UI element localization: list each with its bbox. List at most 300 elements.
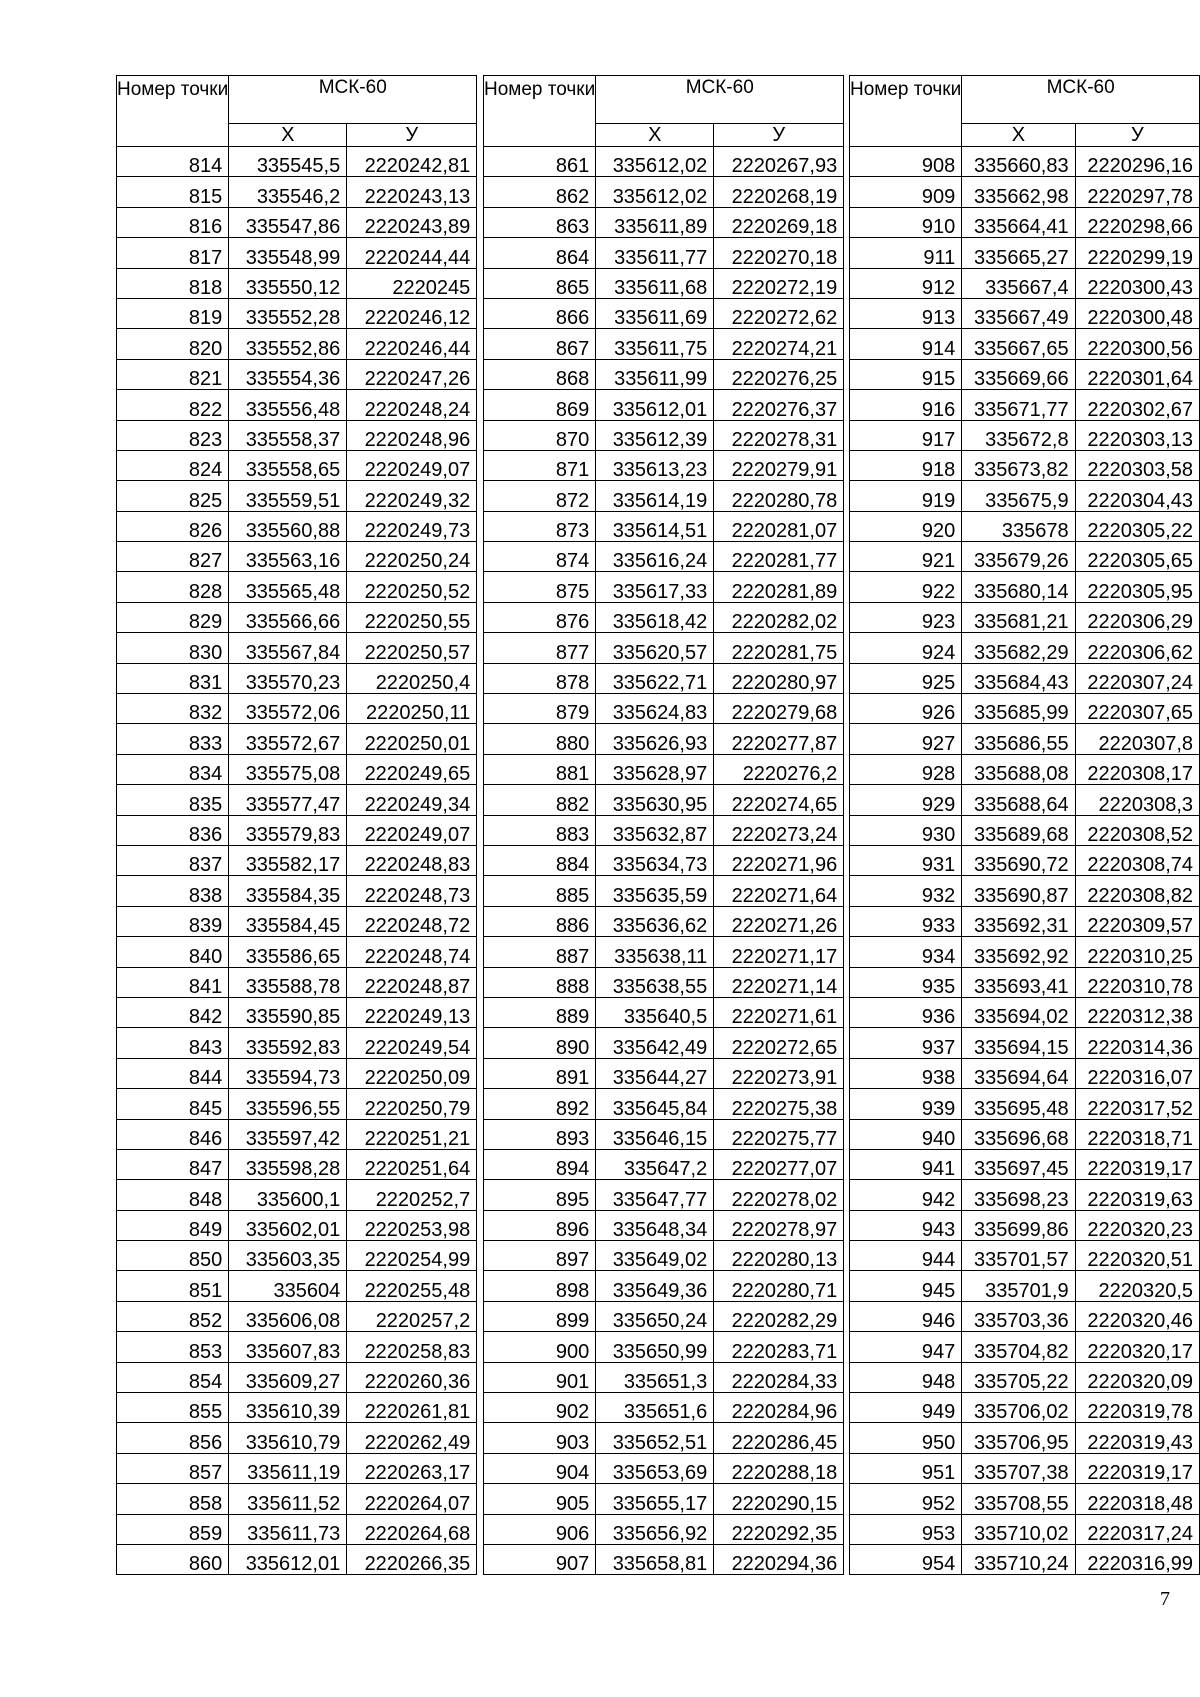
point-number-cell: 905 xyxy=(484,1484,596,1514)
table-row xyxy=(117,1423,477,1453)
x-coordinate-cell: 335594,73 xyxy=(229,1058,347,1088)
x-coordinate-cell: 335658,81 xyxy=(596,1544,714,1574)
y-coordinate-cell: 2220264,07 xyxy=(347,1484,477,1514)
y-coordinate-cell: 2220278,02 xyxy=(714,1180,844,1210)
y-column-header: У xyxy=(714,124,844,147)
y-coordinate-cell: 2220249,32 xyxy=(347,481,477,511)
point-number-cell: 938 xyxy=(850,1058,962,1088)
table-row xyxy=(850,298,1200,328)
coordinate-system-header: МСК-60 xyxy=(229,76,477,124)
y-coordinate-cell: 2220283,71 xyxy=(714,1332,844,1362)
point-number-cell: 820 xyxy=(117,329,229,359)
point-number-cell: 821 xyxy=(117,359,229,389)
point-number-cell: 859 xyxy=(117,1514,229,1544)
y-coordinate-cell: 2220249,07 xyxy=(347,815,477,845)
table-row xyxy=(117,450,477,480)
point-number-cell: 945 xyxy=(850,1271,962,1301)
point-number-cell: 822 xyxy=(117,390,229,420)
table-row xyxy=(484,1180,844,1210)
table-row xyxy=(484,1423,844,1453)
y-coordinate-cell: 2220263,17 xyxy=(347,1453,477,1483)
x-coordinate-cell: 335612,01 xyxy=(229,1544,347,1574)
y-coordinate-cell: 2220272,62 xyxy=(714,298,844,328)
table-row xyxy=(117,268,477,298)
table-row xyxy=(850,359,1200,389)
y-coordinate-cell: 2220299,19 xyxy=(1075,238,1199,268)
x-coordinate-cell: 335651,6 xyxy=(596,1393,714,1423)
table-row xyxy=(117,207,477,237)
table-row xyxy=(850,633,1200,663)
y-coordinate-cell: 2220288,18 xyxy=(714,1453,844,1483)
y-coordinate-cell: 2220243,13 xyxy=(347,177,477,207)
x-coordinate-cell: 335611,68 xyxy=(596,268,714,298)
x-coordinate-cell: 335644,27 xyxy=(596,1058,714,1088)
table-row xyxy=(484,1362,844,1392)
y-coordinate-cell: 2220314,36 xyxy=(1075,1028,1199,1058)
point-number-cell: 883 xyxy=(484,815,596,845)
y-coordinate-cell: 2220273,24 xyxy=(714,815,844,845)
point-number-cell: 819 xyxy=(117,298,229,328)
point-number-cell: 875 xyxy=(484,572,596,602)
table-row xyxy=(117,238,477,268)
x-coordinate-cell: 335611,52 xyxy=(229,1484,347,1514)
point-number-cell: 831 xyxy=(117,663,229,693)
point-number-cell: 920 xyxy=(850,511,962,541)
table-row xyxy=(117,906,477,936)
table-row xyxy=(850,1332,1200,1362)
table-row xyxy=(484,481,844,511)
y-coordinate-cell: 2220251,21 xyxy=(347,1119,477,1149)
y-coordinate-cell: 2220271,64 xyxy=(714,876,844,906)
table-row xyxy=(117,1210,477,1240)
point-number-cell: 863 xyxy=(484,207,596,237)
point-number-cell: 854 xyxy=(117,1362,229,1392)
point-number-cell: 953 xyxy=(850,1514,962,1544)
x-coordinate-cell: 335667,65 xyxy=(962,329,1075,359)
point-number-cell: 874 xyxy=(484,542,596,572)
point-number-cell: 835 xyxy=(117,785,229,815)
table-row xyxy=(850,1241,1200,1271)
table-row xyxy=(484,1028,844,1058)
x-coordinate-cell: 335572,67 xyxy=(229,724,347,754)
y-coordinate-cell: 2220305,65 xyxy=(1075,542,1199,572)
table-row xyxy=(484,876,844,906)
x-coordinate-cell: 335592,83 xyxy=(229,1028,347,1058)
point-number-cell: 914 xyxy=(850,329,962,359)
y-coordinate-cell: 2220244,44 xyxy=(347,238,477,268)
table-row xyxy=(117,1271,477,1301)
point-number-cell: 900 xyxy=(484,1332,596,1362)
table-row xyxy=(850,937,1200,967)
point-number-cell: 937 xyxy=(850,1028,962,1058)
table-row xyxy=(850,238,1200,268)
y-coordinate-cell: 2220249,34 xyxy=(347,785,477,815)
y-coordinate-cell: 2220275,38 xyxy=(714,1089,844,1119)
point-number-cell: 840 xyxy=(117,937,229,967)
point-number-cell: 876 xyxy=(484,602,596,632)
x-coordinate-cell: 335607,83 xyxy=(229,1332,347,1362)
x-coordinate-cell: 335664,41 xyxy=(962,207,1075,237)
table-row xyxy=(117,1453,477,1483)
point-number-cell: 880 xyxy=(484,724,596,754)
y-coordinate-cell: 2220277,07 xyxy=(714,1149,844,1179)
x-coordinate-cell: 335603,35 xyxy=(229,1241,347,1271)
x-coordinate-cell: 335653,69 xyxy=(596,1453,714,1483)
x-coordinate-cell: 335613,23 xyxy=(596,450,714,480)
y-coordinate-cell: 2220250,4 xyxy=(347,663,477,693)
table-row xyxy=(850,542,1200,572)
x-coordinate-cell: 335614,51 xyxy=(596,511,714,541)
point-number-cell: 902 xyxy=(484,1393,596,1423)
point-number-cell: 896 xyxy=(484,1210,596,1240)
table-row xyxy=(850,268,1200,298)
table-row xyxy=(484,602,844,632)
x-coordinate-cell: 335552,28 xyxy=(229,298,347,328)
table-row xyxy=(850,1393,1200,1423)
x-coordinate-cell: 335688,64 xyxy=(962,785,1075,815)
table-row xyxy=(117,815,477,845)
x-coordinate-cell: 335706,02 xyxy=(962,1393,1075,1423)
point-number-cell: 901 xyxy=(484,1362,596,1392)
point-number-cell: 846 xyxy=(117,1119,229,1149)
point-number-cell: 848 xyxy=(117,1180,229,1210)
y-coordinate-cell: 2220296,16 xyxy=(1075,147,1199,177)
point-number-cell: 927 xyxy=(850,724,962,754)
x-coordinate-cell: 335597,42 xyxy=(229,1119,347,1149)
table-row xyxy=(850,572,1200,602)
table-row xyxy=(117,663,477,693)
x-coordinate-cell: 335609,27 xyxy=(229,1362,347,1392)
point-number-cell: 951 xyxy=(850,1453,962,1483)
y-coordinate-cell: 2220248,72 xyxy=(347,906,477,936)
x-coordinate-cell: 335669,66 xyxy=(962,359,1075,389)
table-row xyxy=(850,1210,1200,1240)
point-number-cell: 890 xyxy=(484,1028,596,1058)
y-coordinate-cell: 2220307,8 xyxy=(1075,724,1199,754)
x-coordinate-cell: 335570,23 xyxy=(229,663,347,693)
table-row xyxy=(484,663,844,693)
table-row xyxy=(484,1119,844,1149)
x-coordinate-cell: 335645,84 xyxy=(596,1089,714,1119)
x-coordinate-cell: 335705,22 xyxy=(962,1362,1075,1392)
x-coordinate-cell: 335579,83 xyxy=(229,815,347,845)
y-coordinate-cell: 2220275,77 xyxy=(714,1119,844,1149)
x-coordinate-cell: 335675,9 xyxy=(962,481,1075,511)
x-coordinate-cell: 335642,49 xyxy=(596,1028,714,1058)
point-number-cell: 939 xyxy=(850,1089,962,1119)
point-number-cell: 862 xyxy=(484,177,596,207)
y-coordinate-cell: 2220319,43 xyxy=(1075,1423,1199,1453)
table-row xyxy=(850,1149,1200,1179)
point-number-header: Номер точки xyxy=(850,76,962,147)
point-number-cell: 948 xyxy=(850,1362,962,1392)
point-number-cell: 907 xyxy=(484,1544,596,1574)
point-number-cell: 922 xyxy=(850,572,962,602)
x-column-header: X xyxy=(962,124,1075,147)
x-coordinate-cell: 335565,48 xyxy=(229,572,347,602)
point-number-cell: 921 xyxy=(850,542,962,572)
table-row xyxy=(484,1514,844,1544)
x-coordinate-cell: 335684,43 xyxy=(962,663,1075,693)
y-coordinate-cell: 2220320,51 xyxy=(1075,1241,1199,1271)
y-coordinate-cell: 2220272,65 xyxy=(714,1028,844,1058)
table-row xyxy=(117,1393,477,1423)
point-number-cell: 885 xyxy=(484,876,596,906)
point-number-cell: 823 xyxy=(117,420,229,450)
y-coordinate-cell: 2220258,83 xyxy=(347,1332,477,1362)
y-coordinate-cell: 2220280,97 xyxy=(714,663,844,693)
point-number-cell: 814 xyxy=(117,147,229,177)
x-coordinate-cell: 335600,1 xyxy=(229,1180,347,1210)
point-number-cell: 936 xyxy=(850,997,962,1027)
y-coordinate-cell: 2220247,26 xyxy=(347,359,477,389)
table-row xyxy=(850,754,1200,784)
x-coordinate-cell: 335651,3 xyxy=(596,1362,714,1392)
point-number-cell: 925 xyxy=(850,663,962,693)
y-coordinate-cell: 2220308,3 xyxy=(1075,785,1199,815)
y-coordinate-cell: 2220300,43 xyxy=(1075,268,1199,298)
y-coordinate-cell: 2220248,74 xyxy=(347,937,477,967)
table-row xyxy=(117,1089,477,1119)
point-number-cell: 950 xyxy=(850,1423,962,1453)
point-number-cell: 923 xyxy=(850,602,962,632)
x-coordinate-cell: 335693,41 xyxy=(962,967,1075,997)
point-number-cell: 872 xyxy=(484,481,596,511)
point-number-header: Номер точки xyxy=(117,76,229,147)
table-row xyxy=(850,815,1200,845)
y-column-header: У xyxy=(347,124,477,147)
y-coordinate-cell: 2220251,64 xyxy=(347,1149,477,1179)
x-coordinate-cell: 335606,08 xyxy=(229,1301,347,1331)
table-row xyxy=(484,1271,844,1301)
x-coordinate-cell: 335582,17 xyxy=(229,845,347,875)
y-coordinate-cell: 2220318,48 xyxy=(1075,1484,1199,1514)
point-number-cell: 932 xyxy=(850,876,962,906)
point-number-cell: 853 xyxy=(117,1332,229,1362)
x-coordinate-cell: 335682,29 xyxy=(962,633,1075,663)
table-row xyxy=(850,997,1200,1027)
point-number-cell: 870 xyxy=(484,420,596,450)
y-coordinate-cell: 2220284,96 xyxy=(714,1393,844,1423)
point-number-cell: 941 xyxy=(850,1149,962,1179)
x-coordinate-cell: 335638,11 xyxy=(596,937,714,967)
table-row xyxy=(484,572,844,602)
x-coordinate-cell: 335611,77 xyxy=(596,238,714,268)
x-coordinate-cell: 335624,83 xyxy=(596,694,714,724)
point-number-cell: 816 xyxy=(117,207,229,237)
table-row xyxy=(484,147,844,177)
y-coordinate-cell: 2220290,15 xyxy=(714,1484,844,1514)
table-row xyxy=(117,694,477,724)
x-coordinate-cell: 335546,2 xyxy=(229,177,347,207)
table-row xyxy=(484,511,844,541)
table-row xyxy=(484,1210,844,1240)
y-column-header: У xyxy=(1075,124,1199,147)
y-coordinate-cell: 2220268,19 xyxy=(714,177,844,207)
x-coordinate-cell: 335667,4 xyxy=(962,268,1075,298)
y-coordinate-cell: 2220317,24 xyxy=(1075,1514,1199,1544)
y-coordinate-cell: 2220276,37 xyxy=(714,390,844,420)
x-coordinate-cell: 335577,47 xyxy=(229,785,347,815)
table-row xyxy=(484,1241,844,1271)
table-row xyxy=(117,845,477,875)
y-coordinate-cell: 2220260,36 xyxy=(347,1362,477,1392)
point-number-cell: 906 xyxy=(484,1514,596,1544)
point-number-cell: 830 xyxy=(117,633,229,663)
table-row xyxy=(850,1058,1200,1088)
y-coordinate-cell: 2220281,77 xyxy=(714,542,844,572)
y-coordinate-cell: 2220281,89 xyxy=(714,572,844,602)
table-row xyxy=(117,1180,477,1210)
table-row xyxy=(117,1028,477,1058)
y-coordinate-cell: 2220267,93 xyxy=(714,147,844,177)
point-number-cell: 931 xyxy=(850,845,962,875)
y-coordinate-cell: 2220306,62 xyxy=(1075,633,1199,663)
x-coordinate-cell: 335688,08 xyxy=(962,754,1075,784)
y-coordinate-cell: 2220248,83 xyxy=(347,845,477,875)
y-coordinate-cell: 2220300,48 xyxy=(1075,298,1199,328)
point-number-cell: 833 xyxy=(117,724,229,754)
table-row xyxy=(117,572,477,602)
point-number-cell: 866 xyxy=(484,298,596,328)
point-number-cell: 954 xyxy=(850,1544,962,1574)
table-row xyxy=(850,390,1200,420)
y-coordinate-cell: 2220278,31 xyxy=(714,420,844,450)
x-coordinate-cell: 335707,38 xyxy=(962,1453,1075,1483)
y-coordinate-cell: 2220280,13 xyxy=(714,1241,844,1271)
x-coordinate-cell: 335710,24 xyxy=(962,1544,1075,1574)
x-coordinate-cell: 335673,82 xyxy=(962,450,1075,480)
point-number-cell: 878 xyxy=(484,663,596,693)
x-coordinate-cell: 335706,95 xyxy=(962,1423,1075,1453)
y-coordinate-cell: 2220304,43 xyxy=(1075,481,1199,511)
y-coordinate-cell: 2220261,81 xyxy=(347,1393,477,1423)
point-number-cell: 869 xyxy=(484,390,596,420)
y-coordinate-cell: 2220246,12 xyxy=(347,298,477,328)
y-coordinate-cell: 2220320,09 xyxy=(1075,1362,1199,1392)
point-number-cell: 832 xyxy=(117,694,229,724)
y-coordinate-cell: 2220272,19 xyxy=(714,268,844,298)
y-coordinate-cell: 2220269,18 xyxy=(714,207,844,237)
table-row xyxy=(484,694,844,724)
x-coordinate-cell: 335647,77 xyxy=(596,1180,714,1210)
y-coordinate-cell: 2220308,82 xyxy=(1075,876,1199,906)
y-coordinate-cell: 2220320,46 xyxy=(1075,1301,1199,1331)
x-coordinate-cell: 335596,55 xyxy=(229,1089,347,1119)
x-coordinate-cell: 335662,98 xyxy=(962,177,1075,207)
x-coordinate-cell: 335584,45 xyxy=(229,906,347,936)
y-coordinate-cell: 2220306,29 xyxy=(1075,602,1199,632)
table-row xyxy=(850,906,1200,936)
table-row xyxy=(484,420,844,450)
x-coordinate-cell: 335649,36 xyxy=(596,1271,714,1301)
table-row xyxy=(850,1484,1200,1514)
table-row xyxy=(484,1393,844,1423)
table-row xyxy=(117,876,477,906)
point-number-cell: 826 xyxy=(117,511,229,541)
point-number-cell: 847 xyxy=(117,1149,229,1179)
point-number-cell: 861 xyxy=(484,147,596,177)
point-number-cell: 949 xyxy=(850,1393,962,1423)
table-row xyxy=(117,1119,477,1149)
x-coordinate-cell: 335547,86 xyxy=(229,207,347,237)
page-number: 7 xyxy=(1160,1588,1170,1610)
y-coordinate-cell: 2220248,87 xyxy=(347,967,477,997)
table-row xyxy=(117,967,477,997)
y-coordinate-cell: 2220252,7 xyxy=(347,1180,477,1210)
x-coordinate-cell: 335648,34 xyxy=(596,1210,714,1240)
point-number-cell: 841 xyxy=(117,967,229,997)
x-coordinate-cell: 335699,86 xyxy=(962,1210,1075,1240)
x-coordinate-cell: 335618,42 xyxy=(596,602,714,632)
table-row xyxy=(117,1241,477,1271)
point-number-cell: 892 xyxy=(484,1089,596,1119)
point-number-cell: 918 xyxy=(850,450,962,480)
point-number-cell: 852 xyxy=(117,1301,229,1331)
x-coordinate-cell: 335655,17 xyxy=(596,1484,714,1514)
x-coordinate-cell: 335686,55 xyxy=(962,724,1075,754)
y-coordinate-cell: 2220271,61 xyxy=(714,997,844,1027)
table-row xyxy=(117,329,477,359)
x-coordinate-cell: 335703,36 xyxy=(962,1301,1075,1331)
y-coordinate-cell: 2220319,63 xyxy=(1075,1180,1199,1210)
y-coordinate-cell: 2220274,21 xyxy=(714,329,844,359)
y-coordinate-cell: 2220249,73 xyxy=(347,511,477,541)
point-number-cell: 817 xyxy=(117,238,229,268)
point-number-cell: 943 xyxy=(850,1210,962,1240)
x-coordinate-cell: 335689,68 xyxy=(962,815,1075,845)
table-row xyxy=(850,511,1200,541)
x-coordinate-cell: 335556,48 xyxy=(229,390,347,420)
x-coordinate-cell: 335611,69 xyxy=(596,298,714,328)
table-row xyxy=(117,298,477,328)
x-coordinate-cell: 335640,5 xyxy=(596,997,714,1027)
table-row xyxy=(850,724,1200,754)
point-number-cell: 867 xyxy=(484,329,596,359)
table-row xyxy=(117,147,477,177)
table-row xyxy=(484,815,844,845)
table-row xyxy=(484,785,844,815)
y-coordinate-cell: 2220280,71 xyxy=(714,1271,844,1301)
y-coordinate-cell: 2220250,11 xyxy=(347,694,477,724)
x-coordinate-cell: 335611,19 xyxy=(229,1453,347,1483)
point-number-cell: 916 xyxy=(850,390,962,420)
point-number-cell: 942 xyxy=(850,1180,962,1210)
y-coordinate-cell: 2220282,02 xyxy=(714,602,844,632)
table-row xyxy=(484,177,844,207)
x-coordinate-cell: 335656,92 xyxy=(596,1514,714,1544)
table-row xyxy=(117,1514,477,1544)
table-row xyxy=(484,1332,844,1362)
point-number-cell: 912 xyxy=(850,268,962,298)
y-coordinate-cell: 2220276,25 xyxy=(714,359,844,389)
table-row xyxy=(117,1149,477,1179)
y-coordinate-cell: 2220300,56 xyxy=(1075,329,1199,359)
point-number-cell: 899 xyxy=(484,1301,596,1331)
y-coordinate-cell: 2220294,36 xyxy=(714,1544,844,1574)
y-coordinate-cell: 2220308,52 xyxy=(1075,815,1199,845)
x-coordinate-cell: 335558,37 xyxy=(229,420,347,450)
table-row xyxy=(850,1301,1200,1331)
x-coordinate-cell: 335612,02 xyxy=(596,147,714,177)
y-coordinate-cell: 2220245 xyxy=(347,268,477,298)
x-coordinate-cell: 335611,99 xyxy=(596,359,714,389)
x-coordinate-cell: 335612,39 xyxy=(596,420,714,450)
coordinate-system-header: МСК-60 xyxy=(962,76,1200,124)
table-row xyxy=(850,420,1200,450)
point-number-cell: 898 xyxy=(484,1271,596,1301)
table-row xyxy=(117,1301,477,1331)
